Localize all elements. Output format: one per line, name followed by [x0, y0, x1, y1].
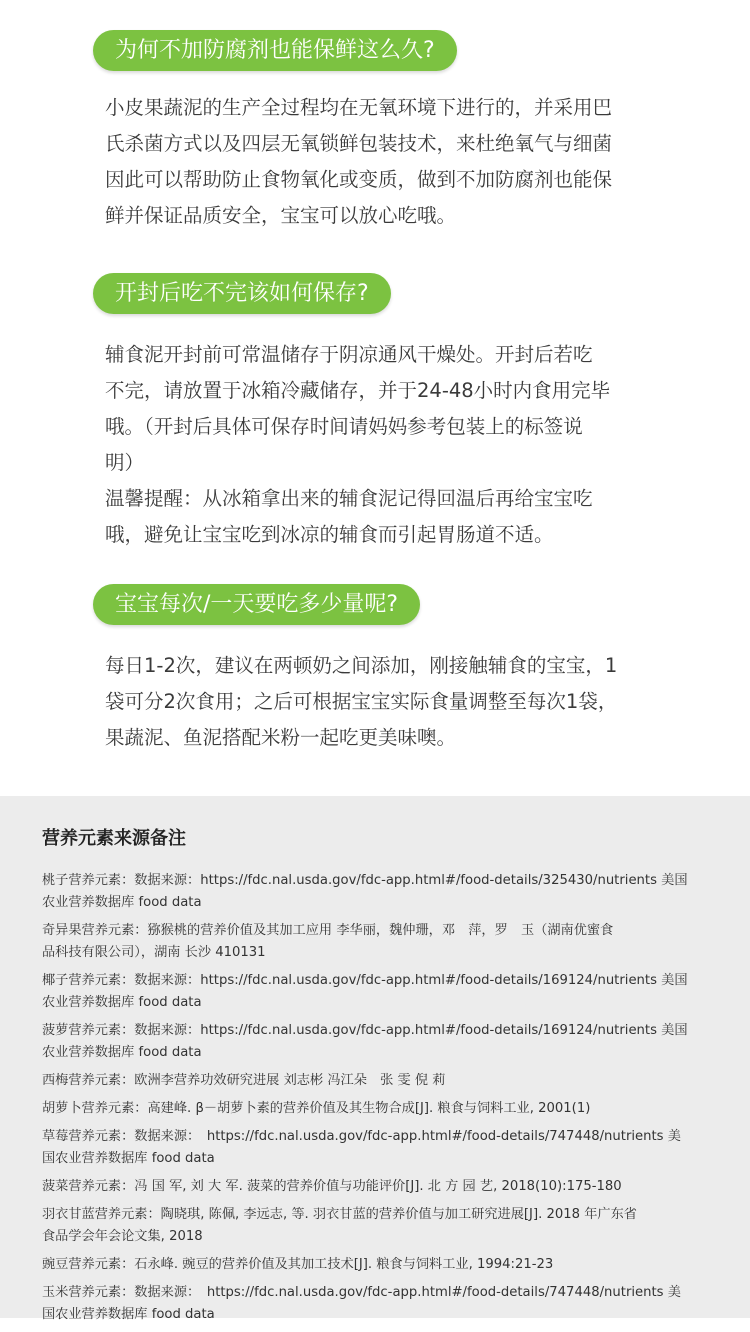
text-line: 小皮果蔬泥的生产全过程均在无氧环境下进行的，并采用巴 [105, 96, 613, 119]
section-title-preservative: 为何不加防腐剂也能保鲜这么久? [93, 30, 457, 71]
reference-line: 羽衣甘蓝营养元素：陶晓琪, 陈佩, 李远志, 等. 羽衣甘蓝的营养价值与加工研究进展[J]. 2018 年广东省 [42, 1207, 637, 1222]
text-line: 因此可以帮助防止食物氧化或变质，做到不加防腐剂也能保 [105, 168, 613, 191]
text-line: 哦。（开封后具体可保存时间请妈妈参考包装上的标签说 [105, 415, 583, 438]
reference-line: 草莓营养元素：数据来源： https://fdc.nal.usda.gov/fdc-app.html#/food-details/747448/nutrients 美 [42, 1129, 681, 1144]
reference-item [42, 970, 722, 1014]
text-line: 果蔬泥、鱼泥搭配米粉一起吃更美味噢。 [105, 726, 457, 749]
reference-line: 农业营养数据库 food data [42, 895, 202, 910]
reference-item [42, 1282, 722, 1326]
reference-line: 豌豆营养元素：石永峰. 豌豆的营养价值及其加工技术[J]. 粮食与饲料工业, 1994:21-23 [42, 1257, 554, 1272]
reference-line: 农业营养数据库 food data [42, 1045, 202, 1060]
reference-list [42, 870, 722, 1332]
section-title-storage: 开封后吃不完该如何保存? [93, 273, 391, 314]
reference-item [42, 1254, 722, 1276]
reference-item [42, 1020, 722, 1064]
reference-item [42, 1098, 722, 1120]
reference-line: 菠萝营养元素：数据来源：https://fdc.nal.usda.gov/fdc-app.html#/food-details/169124/nutrients 美国 [42, 1023, 688, 1038]
nutrition-sources-notes [0, 796, 750, 1322]
section-body-preservative [105, 90, 665, 234]
reference-item [42, 1126, 722, 1170]
reference-item [42, 1070, 722, 1092]
reference-line: 胡萝卜营养元素：高建峰. β－胡萝卜素的营养价值及其生物合成[J]. 粮食与饲料工业, 2001(1) [42, 1101, 591, 1116]
reference-line: 西梅营养元素：欧洲李营养功效研究进展 刘志彬 冯江朵 张 雯 倪 莉 [42, 1073, 446, 1088]
text-line: 氏杀菌方式以及四层无氧锁鲜包装技术，来杜绝氧气与细菌 [105, 132, 613, 155]
reference-item [42, 870, 722, 914]
reference-line: 椰子营养元素：数据来源：https://fdc.nal.usda.gov/fdc-app.html#/food-details/169124/nutrients 美国 [42, 973, 688, 988]
reference-line: 菠菜营养元素：冯 国 军, 刘 大 军. 菠菜的营养价值与功能评价[J]. 北 方 园 艺, 2018(10):175-180 [42, 1179, 622, 1194]
reference-item [42, 1176, 722, 1198]
reference-line: 国农业营养数据库 food data [42, 1307, 215, 1322]
reference-line: 食品学会年会论文集, 2018 [42, 1229, 203, 1244]
reference-item [42, 1204, 722, 1248]
reference-line: 农业营养数据库 food data [42, 995, 202, 1010]
reference-line: 品科技有限公司），湖南 长沙 410131 [42, 945, 266, 960]
text-line: 温馨提醒：从冰箱拿出来的辅食泥记得回温后再给宝宝吃 [105, 487, 593, 510]
text-line: 不完，请放置于冰箱冷藏储存，并于24-48小时内食用完毕 [105, 379, 611, 402]
text-line: 袋可分2次食用；之后可根据宝宝实际食量调整至每次1袋， [105, 690, 618, 713]
reference-line: 国农业营养数据库 food data [42, 1151, 215, 1166]
text-line: 哦，避免让宝宝吃到冰凉的辅食而引起胃肠道不适。 [105, 523, 554, 546]
reference-line: 奇异果营养元素：猕猴桃的营养价值及其加工应用 李华丽，魏仲珊，邓 萍，罗 玉（湖南优蜜食 [42, 923, 614, 938]
reference-line: 桃子营养元素：数据来源：https://fdc.nal.usda.gov/fdc-app.html#/food-details/325430/nutrients 美国 [42, 873, 688, 888]
text-line: 每日1-2次，建议在两顿奶之间添加，刚接触辅食的宝宝，1 [105, 654, 618, 677]
section-title-amount: 宝宝每次/一天要吃多少量呢? [93, 584, 420, 625]
section-body-storage [105, 337, 665, 553]
notes-title: 营养元素来源备注 [42, 828, 186, 849]
reference-line: 玉米营养元素：数据来源： https://fdc.nal.usda.gov/fdc-app.html#/food-details/747448/nutrients 美 [42, 1285, 681, 1300]
text-line: 辅食泥开封前可常温储存于阴凉通风干燥处。开封后若吃 [105, 343, 593, 366]
text-line: 鲜并保证品质安全，宝宝可以放心吃哦。 [105, 204, 457, 227]
reference-item [42, 920, 722, 964]
section-body-amount [105, 648, 665, 756]
text-line: 明） [105, 451, 145, 474]
